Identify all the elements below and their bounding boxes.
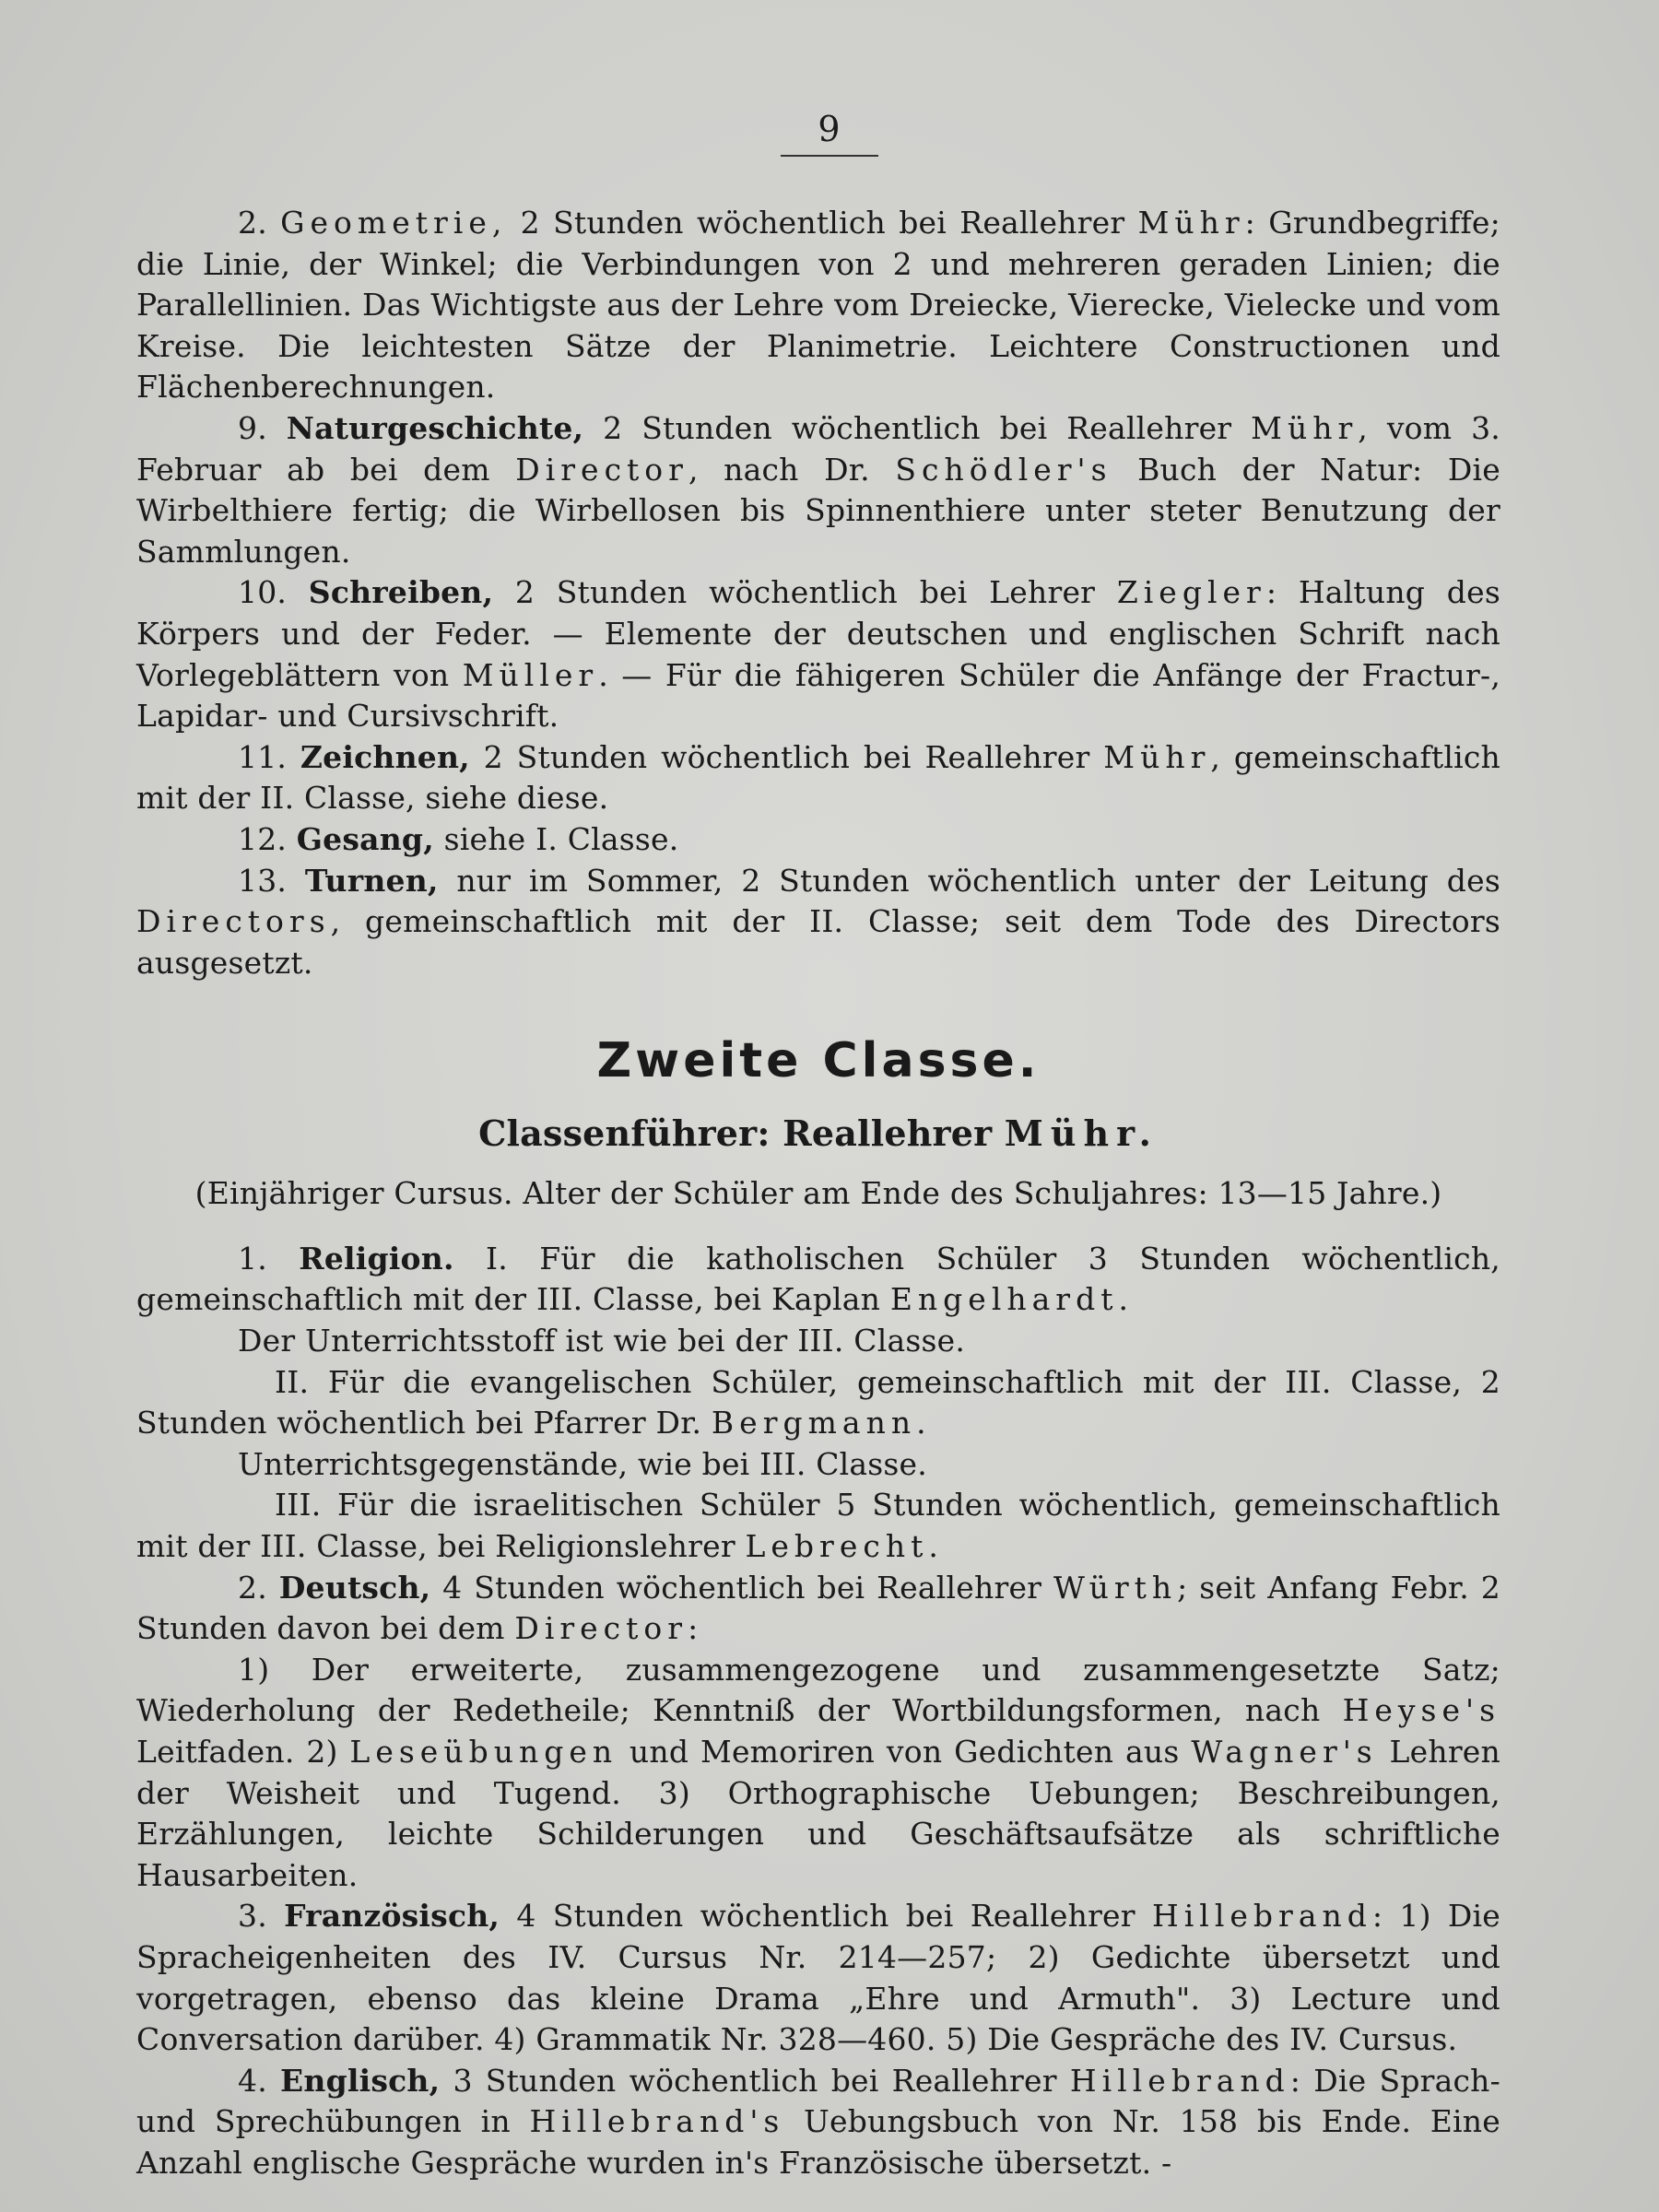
paragraph-religion-2: Der Unterrichtsstoff ist wie bei der III. Classe. [238, 1323, 966, 1359]
paragraph-religion-4: Unterrichtsgegenstände, wie bei III. Classe. [238, 1445, 927, 1482]
paragraph-religion-1 [136, 1239, 1500, 1321]
subject-geometrie: Geometrie, [280, 205, 508, 241]
item-number: 9. [238, 409, 267, 446]
text: : Grundbegriffe; die Linie, der Winkel; die Verbindungen von 2 und mehreren geraden Linien; die Parallellinien. Das Wichtigste aus der Lehre vom Dreiecke, Vierecke, Vielecke und vom Kreise. Die leichtesten Sätze der Planimetrie. Leichtere Constructionen und Flächenberechnungen. [136, 205, 1500, 406]
class-leader [136, 1111, 1500, 1157]
item-number: 11. [238, 738, 288, 775]
text: II. Für die evangelischen Schüler, gemeinschaftlich mit der III. Classe, 2 Stunden wöchentlich bei Pfarrer Dr. [136, 1363, 1500, 1441]
item-number: 3. [238, 1898, 267, 1935]
text: ; seit Anfang Febr. 2 Stunden davon bei dem [136, 1569, 1500, 1647]
subject-schreiben: Schreiben, [308, 574, 494, 611]
director-name: Director [514, 1610, 688, 1647]
author-name: Heyse's [1342, 1692, 1500, 1729]
text: 2 Stunden wöchentlich bei Reallehrer [507, 205, 1138, 241]
author-name: Wagner's [1191, 1734, 1378, 1770]
text: Leitfaden. 2) [136, 1734, 350, 1770]
paragraph-franzoesisch [136, 1896, 1500, 2060]
text: Buch der Natur: Die Wirbelthiere fertig; die Wirbellosen bis Spinnenthiere unter steter Benutzung der Sammlungen. [136, 451, 1500, 570]
section-title: Zweite Classe. [596, 1033, 1041, 1089]
teacher-name: Hillebrand [1069, 2062, 1290, 2099]
item-number: 1. [238, 1240, 267, 1277]
subject-deutsch: Deutsch, [278, 1569, 431, 1606]
text: . — Für die fähigeren Schüler die Anfänge der Fractur-, Lapidar- und Cursivschrift. [136, 656, 1501, 735]
item-number: 4. [238, 2062, 267, 2099]
paragraph-zeichnen [136, 737, 1500, 819]
subject-franzoesisch: Französisch, [284, 1898, 500, 1935]
item-number: 2. [238, 205, 267, 241]
subject-religion: Religion. [299, 1240, 454, 1277]
teacher-name: Mühr [1251, 409, 1359, 446]
teacher-name: Lebrecht [745, 1528, 929, 1565]
leader-role: Reallehrer [782, 1112, 993, 1155]
text: , nach Dr. [688, 451, 896, 488]
teacher-name: Engelhardt [889, 1281, 1119, 1318]
text: , gemeinschaftlich mit der II. Classe; seit dem Tode des Directors ausgesetzt. [136, 903, 1500, 981]
text: : Haltung des Körpers und der Feder. — Elemente der deutschen und englischen Schrift nach Vorlegeblättern von [136, 574, 1500, 693]
paragraph-naturgeschichte [136, 408, 1500, 572]
text: : [688, 1610, 699, 1647]
text: I. Für die katholischen Schüler 3 Stunden wöchentlich, gemeinschaftlich mit der III. Classe, bei Kaplan [136, 1240, 1500, 1318]
page-body [136, 203, 1500, 2184]
director-name: Director [515, 451, 688, 488]
text: 4 Stunden wöchentlich bei Reallehrer [500, 1898, 1152, 1935]
teacher-name: Würth [1053, 1569, 1178, 1606]
text: siehe I. Classe. [433, 820, 679, 857]
paragraph-turnen [136, 861, 1500, 984]
subject-turnen: Turnen, [304, 862, 439, 899]
paragraph-gesang [136, 819, 1500, 861]
paragraph-englisch [136, 2061, 1500, 2184]
item-number: 13. [238, 862, 288, 899]
paragraph-geometrie [136, 203, 1500, 408]
text: : 1) Die Spracheigenheiten des IV. Cursus Nr. 214—257; 2) Gedichte übersetzt und vorgetragen, ebenso das kleine Drama „Ehre und Armuth". 3) Lecture und Conversation darüber. 4) Grammatik Nr. 328—460. 5) Die Gespräche des IV. Cursus. [136, 1898, 1500, 2058]
director-name: Directors [136, 903, 331, 940]
teacher-name: Mühr [1137, 205, 1245, 241]
item-number: 2. [238, 1569, 267, 1606]
text: Lehren der Weisheit und Tugend. 3) Orthographische Uebungen; Beschreibungen, Erzählungen, leichte Schilderungen und Geschäftsaufsätze als schriftliche Hausarbeiten. [136, 1734, 1500, 1893]
text: 2 Stunden wöchentlich bei Lehrer [493, 574, 1117, 611]
leader-name: Mühr. [1004, 1112, 1159, 1155]
author-name: Müller [462, 656, 599, 693]
paragraph-schreiben [136, 572, 1500, 736]
teacher-name: Bergmann [711, 1405, 917, 1441]
leader-label: Classenführer: [478, 1112, 771, 1155]
text: . [928, 1528, 939, 1565]
teacher-name: Hillebrand [1151, 1898, 1372, 1935]
text: . [916, 1405, 926, 1441]
page-number: 9 [781, 109, 877, 157]
author-name: Hillebrand's [529, 2103, 785, 2140]
text: 4 Stunden wöchentlich bei Reallehrer [430, 1569, 1053, 1606]
paragraph-deutsch-1 [136, 1568, 1500, 1650]
text: : Die Sprach- und Sprechübungen in [136, 2062, 1500, 2140]
paragraph-religion-3 [136, 1362, 1500, 1444]
teacher-name: Ziegler [1116, 574, 1266, 611]
subject-naturgeschichte: Naturgeschichte, [286, 409, 584, 446]
text: nur im Sommer, 2 Stunden wöchentlich unter der Leitung des [438, 862, 1500, 899]
text: 1) Der erweiterte, zusammengezogene und zusammengesetzte Satz; Wiederholung der Redetheile; Kenntniß der Wortbildungsformen, nach [136, 1651, 1500, 1729]
text: 3 Stunden wöchentlich bei Reallehrer [440, 2062, 1070, 2099]
text: Uebungsbuch von Nr. 158 bis Ende. Eine Anzahl englische Gespräche wurden in's Französische übersetzt. - [136, 2103, 1500, 2181]
item-number: 10. [238, 574, 288, 611]
teacher-name: Mühr [1103, 738, 1211, 775]
text: 2 Stunden wöchentlich bei Reallehrer [469, 738, 1104, 775]
subject-englisch: Englisch, [280, 2062, 441, 2099]
author-name: Schödler's [895, 451, 1112, 488]
paragraph-deutsch-2 [136, 1650, 1500, 1897]
item-number: 12. [238, 820, 288, 857]
text: und Memoriren von Gedichten aus [618, 1734, 1192, 1770]
course-note: (Einjähriger Cursus. Alter der Schüler am Ende des Schuljahres: 13—15 Jahre.) [194, 1175, 1442, 1212]
subject-gesang: Gesang, [296, 820, 434, 857]
text: III. Für die israelitischen Schüler 5 Stunden wöchentlich, gemeinschaftlich mit der III. Classe, bei Religionslehrer [136, 1487, 1500, 1565]
text: , gemeinschaftlich mit der II. Classe, siehe diese. [136, 738, 1500, 817]
text: . [1118, 1281, 1129, 1318]
page-header [0, 109, 1659, 157]
paragraph-religion-5 [136, 1485, 1500, 1567]
text: 2 Stunden wöchentlich bei Reallehrer [583, 409, 1252, 446]
emphasis: Leseübungen [349, 1734, 618, 1770]
subject-zeichnen: Zeichnen, [300, 738, 470, 775]
text: , vom 3. Februar ab bei dem [136, 409, 1500, 488]
